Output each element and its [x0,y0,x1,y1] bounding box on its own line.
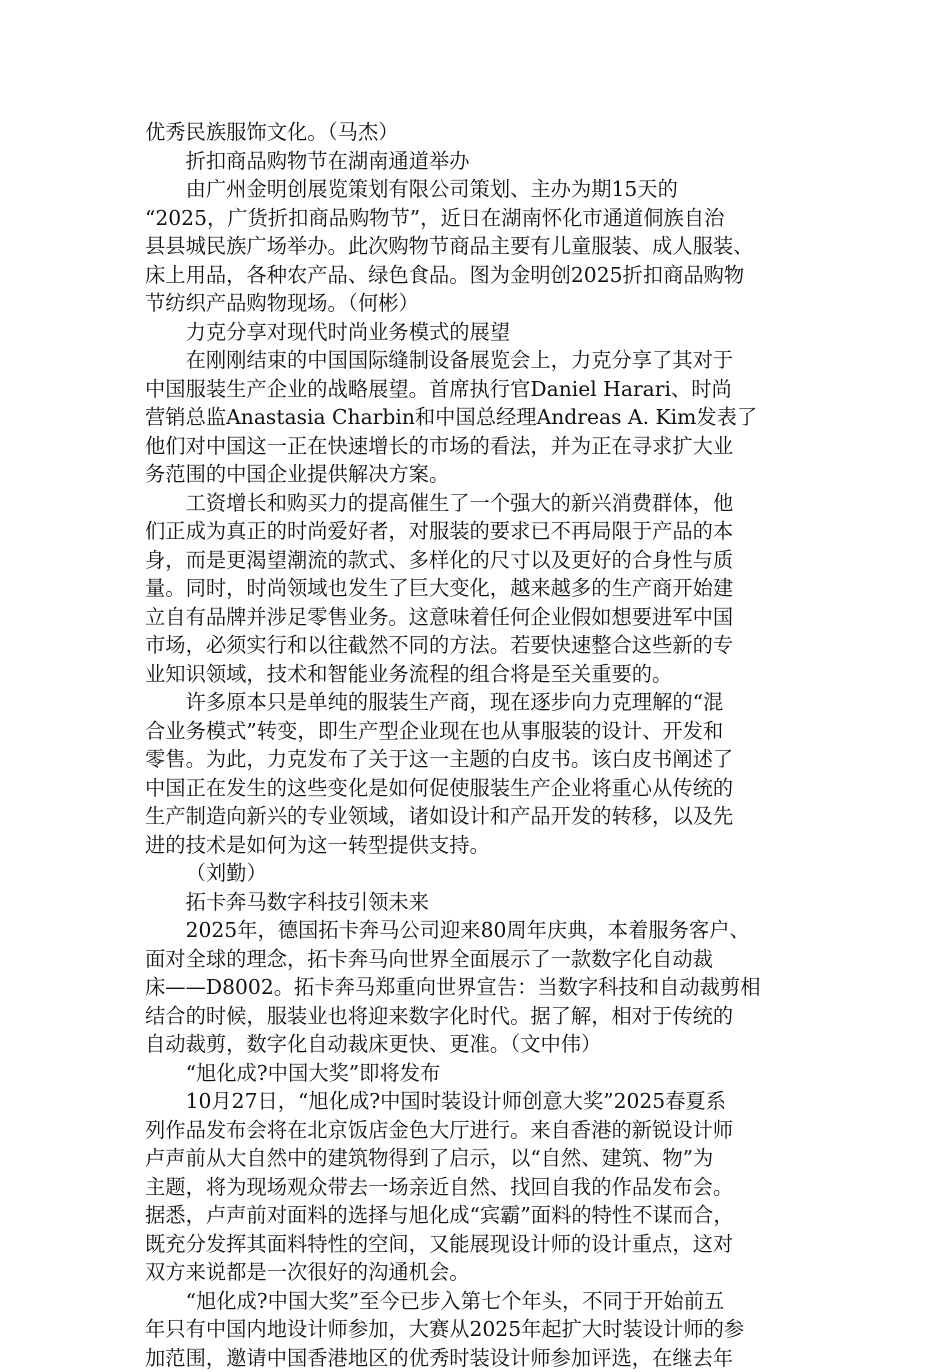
text-line: 节纺织产品购物现场。（何彬） [145,289,809,318]
text-line: 营销总监Anastasia Charbin和中国总经理Andreas A. Kim发表了 [145,403,809,432]
text-line: 折扣商品购物节在湖南通道举办 [145,147,809,176]
text-line: 量。同时，时尚领域也发生了巨大变化，越来越多的生产商开始建 [145,574,809,603]
text-line: 业知识领域，技术和智能业务流程的组合将是至关重要的。 [145,660,809,689]
article-paragraph [145,688,809,859]
text-line: 生产制造向新兴的专业领域，诸如设计和产品开发的转移，以及先 [145,802,809,831]
text-line: 结合的时候，服装业也将迎来数字化时代。据了解，相对于传统的 [145,1002,809,1031]
text-line: 床上用品，各种农产品、绿色食品。图为金明创2025折扣商品购物 [145,261,809,290]
text-line: 据悉，卢声前对面料的选择与旭化成“宾霸”面料的特性不谋而合， [145,1201,809,1230]
text-line: 合业务模式”转变，即生产型企业现在也从事服装的设计、开发和 [145,717,809,746]
text-line: （刘勤） [145,859,809,888]
text-line: “旭化成?中国大奖”即将发布 [145,1059,809,1088]
article-paragraph [145,118,809,147]
article-title [145,147,809,176]
article-paragraph [145,489,809,689]
text-line: 2025年，德国拓卡奔马公司迎来80周年庆典，本着服务客户、 [145,916,809,945]
article-paragraph [145,859,809,888]
text-line: 自动裁剪，数字化自动裁床更快、更准。（文中伟） [145,1030,809,1059]
article-paragraph [145,346,809,489]
text-line: 10月27日，“旭化成?中国时装设计师创意大奖”2025春夏系 [145,1087,809,1116]
text-line: 双方来说都是一次很好的沟通机会。 [145,1258,809,1287]
text-line: 工资增长和购买力的提高催生了一个强大的新兴消费群体，他 [145,489,809,518]
text-line: 他们对中国这一正在快速增长的市场的看法，并为正在寻求扩大业 [145,432,809,461]
text-line: 零售。为此，力克发布了关于这一主题的白皮书。该白皮书阐述了 [145,745,809,774]
text-line: “2025，广货折扣商品购物节”，近日在湖南怀化市通道侗族自治 [145,204,809,233]
text-line: 身，而是更渴望潮流的款式、多样化的尺寸以及更好的合身性与质 [145,546,809,575]
text-line: 拓卡奔马数字科技引领未来 [145,888,809,917]
text-line: 中国正在发生的这些变化是如何促使服装生产企业将重心从传统的 [145,774,809,803]
text-line: 许多原本只是单纯的服装生产商，现在逐步向力克理解的“混 [145,688,809,717]
article-paragraph [145,1287,809,1372]
document-page [145,118,809,1372]
text-line: “旭化成?中国大奖”至今已步入第七个年头，不同于开始前五 [145,1287,809,1316]
text-line: 们正成为真正的时尚爱好者，对服装的要求已不再局限于产品的本 [145,517,809,546]
text-line: 床——D8002。拓卡奔马郑重向世界宣告：当数字科技和自动裁剪相 [145,973,809,1002]
article-title [145,318,809,347]
article-title [145,1059,809,1088]
text-line: 县县城民族广场举办。此次购物节商品主要有儿童服装、成人服装、 [145,232,809,261]
text-line: 优秀民族服饰文化。（马杰） [145,118,809,147]
text-line: 在刚刚结束的中国国际缝制设备展览会上，力克分享了其对于 [145,346,809,375]
text-line: 力克分享对现代时尚业务模式的展望 [145,318,809,347]
article-paragraph [145,916,809,1059]
article-title [145,888,809,917]
text-line: 由广州金明创展览策划有限公司策划、主办为期15天的 [145,175,809,204]
text-line: 加范围，邀请中国香港地区的优秀时装设计师参加评选，在继去年 [145,1344,809,1372]
text-line: 年只有中国内地设计师参加，大赛从2025年起扩大时装设计师的参 [145,1315,809,1344]
text-line: 既充分发挥其面料特性的空间，又能展现设计师的设计重点，这对 [145,1230,809,1259]
article-paragraph [145,175,809,318]
text-line: 卢声前从大自然中的建筑物得到了启示，以“自然、建筑、物”为 [145,1144,809,1173]
article-paragraph [145,1087,809,1287]
text-line: 中国服装生产企业的战略展望。首席执行官Daniel Harari、时尚 [145,375,809,404]
text-line: 面对全球的理念，拓卡奔马向世界全面展示了一款数字化自动裁 [145,945,809,974]
text-line: 主题，将为现场观众带去一场亲近自然、找回自我的作品发布会。 [145,1173,809,1202]
text-line: 进的技术是如何为这一转型提供支持。 [145,831,809,860]
text-line: 列作品发布会将在北京饭店金色大厅进行。来自香港的新锐设计师 [145,1116,809,1145]
text-line: 立自有品牌并涉足零售业务。这意味着任何企业假如想要进军中国 [145,603,809,632]
text-line: 务范围的中国企业提供解决方案。 [145,460,809,489]
text-line: 市场，必须实行和以往截然不同的方法。若要快速整合这些新的专 [145,631,809,660]
